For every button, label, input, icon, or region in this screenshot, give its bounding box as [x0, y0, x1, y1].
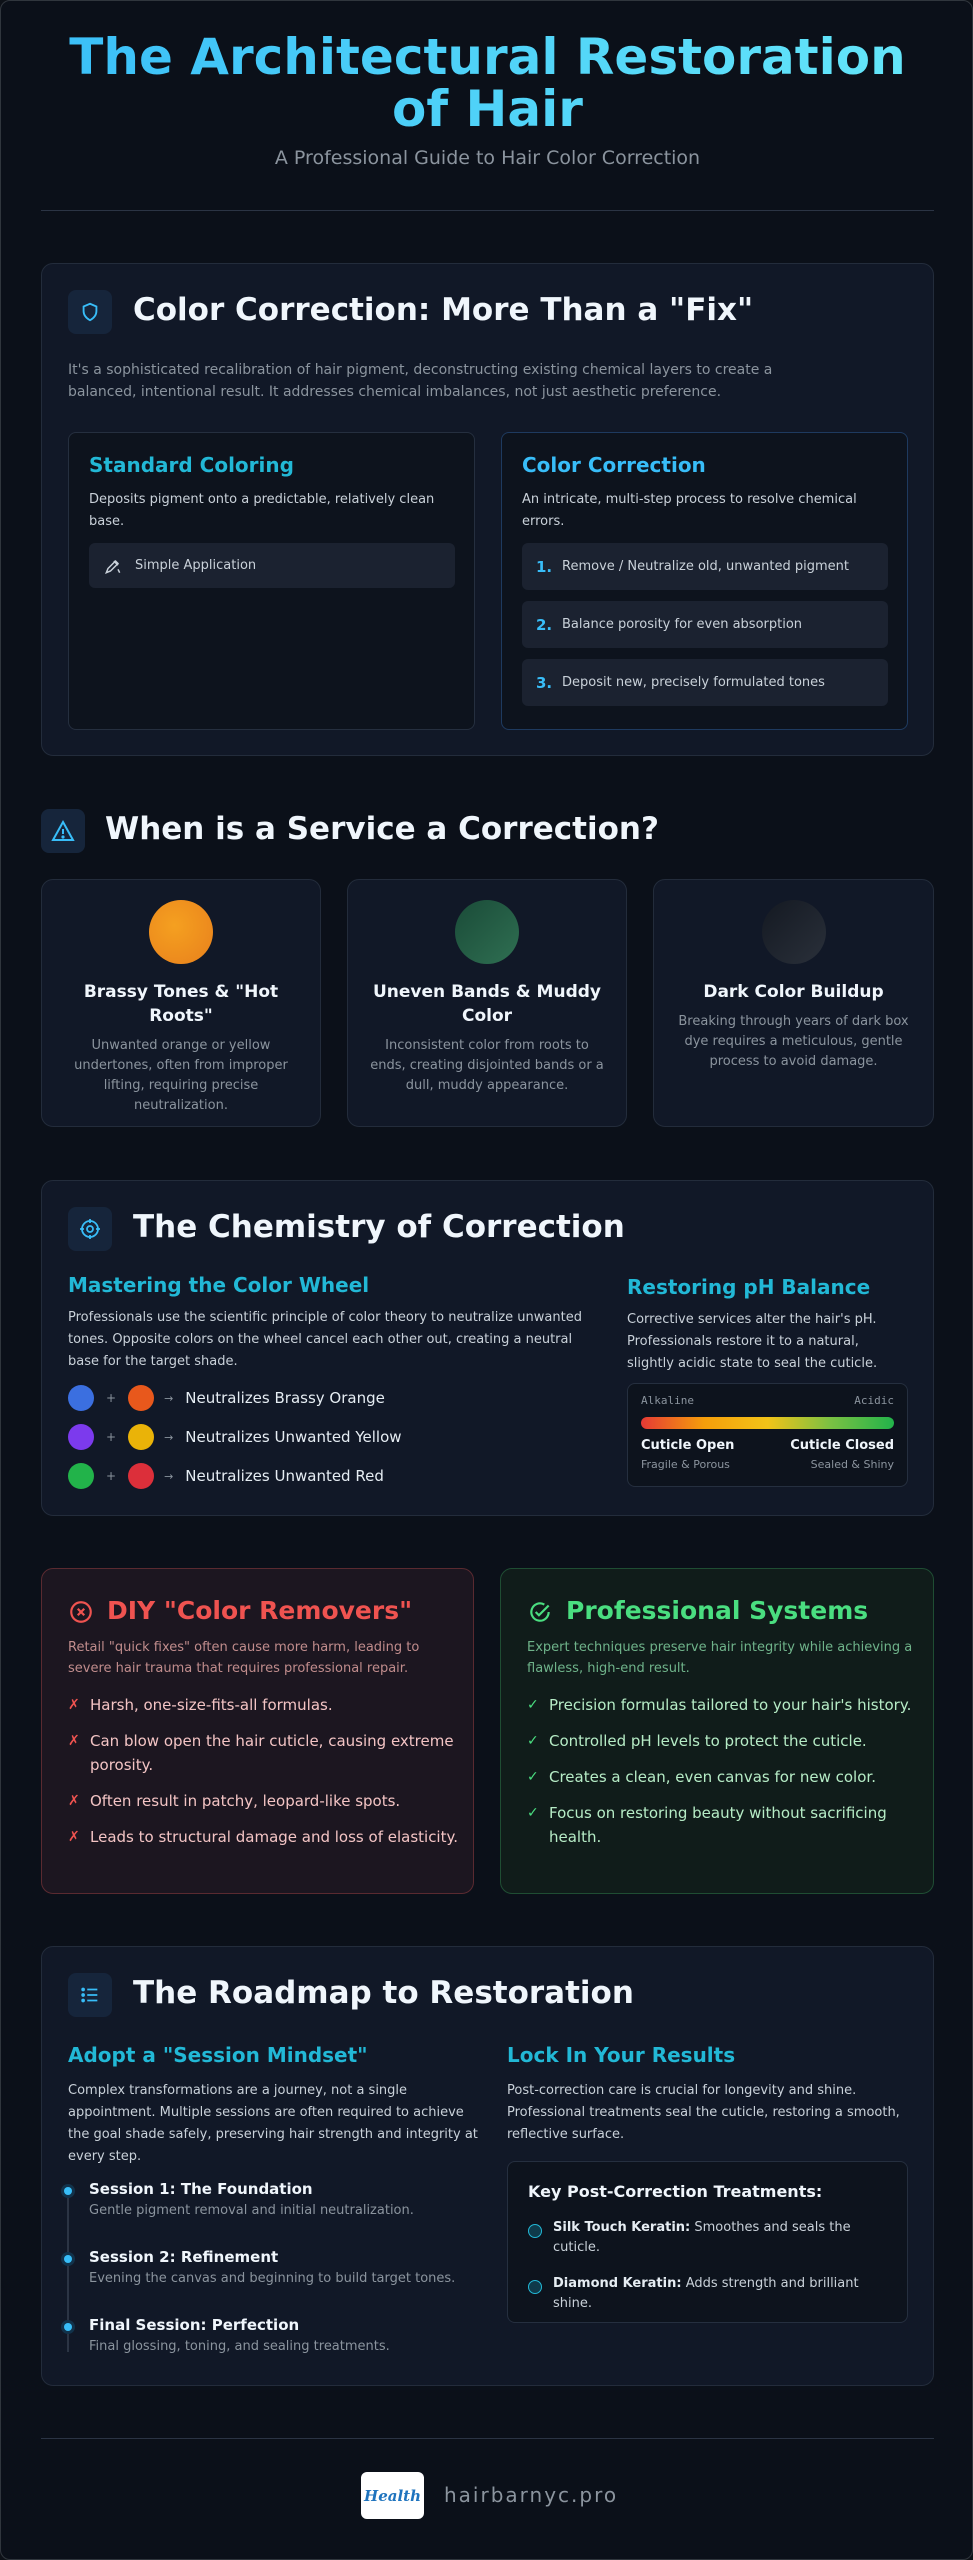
plus-sign: + — [106, 1430, 117, 1444]
logo-text: Health — [364, 2486, 421, 2505]
problem-card-brassy — [41, 879, 321, 1127]
diy-card — [41, 1568, 474, 1894]
cuticle-closed-sub: Sealed & Shiny — [810, 1458, 894, 1471]
wheel-row-label: Neutralizes Brassy Orange — [185, 1389, 385, 1407]
problem-desc: Inconsistent color from roots to ends, creating disjointed bands or a dull, muddy appearance. — [370, 1038, 604, 1093]
list-text: Leads to structural damage and loss of elasticity. — [90, 1828, 458, 1846]
arrow-icon: → — [164, 1430, 174, 1444]
warning-icon — [41, 809, 85, 853]
timeline-dot — [64, 2187, 72, 2195]
list-text: Harsh, one-size-fits-all formulas. — [90, 1696, 333, 1714]
arrow-icon: → — [164, 1391, 174, 1405]
color-dot-orange — [128, 1385, 154, 1411]
problem-title: Brassy Tones & "Hot Roots" — [83, 982, 279, 1026]
step-number: 1. — [536, 557, 553, 576]
treatment-desc: Smoothes and seals the cuticle. — [553, 2220, 851, 2255]
color-dot-blue — [68, 1385, 94, 1411]
section-chemistry — [41, 1180, 934, 1516]
session-title: Adopt a "Session Mindset" — [68, 2043, 368, 2067]
header-divider — [41, 210, 934, 211]
page-subtitle: A Professional Guide to Hair Color Correction — [274, 147, 701, 169]
lock-desc: Post-correction care is crucial for longevity and shine. Professional treatments seal the cuticle, restoring a smooth, reflective surface. — [507, 2083, 900, 2142]
step-number: 3. — [536, 673, 553, 692]
step-text: Balance porosity for even absorption — [562, 617, 803, 632]
session-step-title: Session 1: The Foundation — [89, 2180, 313, 2198]
correction-step — [522, 543, 888, 590]
wheel-row — [68, 1385, 385, 1411]
treatment-name: Silk Touch Keratin: — [553, 2220, 691, 2235]
check-mark-icon: ✓ — [527, 1805, 539, 1821]
standard-desc: Deposits pigment onto a predictable, relatively clean base. — [89, 492, 435, 529]
check-circle-icon — [527, 1599, 553, 1629]
step-text: Remove / Neutralize old, unwanted pigment — [562, 559, 849, 574]
color-correction-card — [501, 432, 908, 730]
section-color-correction — [41, 263, 934, 756]
site-logo[interactable] — [361, 2472, 424, 2519]
session-desc: Complex transformations are a journey, not a single appointment. Multiple sessions are often required to achieve the goal shade safely, preserving hair strength and integrity at every step. — [68, 2083, 478, 2164]
footer-divider — [41, 2438, 934, 2439]
x-mark-icon: ✗ — [68, 1793, 80, 1809]
diy-list-item — [68, 1729, 458, 1777]
brush-icon — [103, 556, 123, 576]
list-icon — [68, 1973, 112, 2017]
section-roadmap — [41, 1946, 934, 2386]
step-text: Deposit new, precisely formulated tones — [562, 675, 825, 690]
pro-list-item — [527, 1693, 917, 1717]
correction-step — [522, 601, 888, 648]
header — [1, 28, 973, 169]
problem-desc: Breaking through years of dark box dye requires a meticulous, gentle process to avoid damage. — [678, 1014, 909, 1069]
lock-title: Lock In Your Results — [507, 2043, 736, 2067]
list-text: Creates a clean, even canvas for new color. — [549, 1768, 876, 1786]
pro-card — [500, 1568, 934, 1894]
session-step-desc: Gentle pigment removal and initial neutralization. — [89, 2203, 414, 2218]
problem-title: Uneven Bands & Muddy Color — [373, 982, 601, 1026]
check-mark-icon: ✓ — [527, 1733, 539, 1749]
session-step-desc: Evening the canvas and beginning to build target tones. — [89, 2271, 456, 2286]
session-step-title: Final Session: Perfection — [89, 2316, 300, 2334]
list-text: Precision formulas tailored to your hair's history. — [549, 1696, 912, 1714]
x-circle-icon — [68, 1599, 94, 1629]
diy-list-item — [68, 1825, 458, 1849]
plus-sign: + — [106, 1391, 117, 1405]
x-mark-icon: ✗ — [68, 1733, 80, 1749]
treatment-name: Diamond Keratin: — [553, 2276, 682, 2291]
wheel-row-label: Neutralizes Unwanted Yellow — [185, 1428, 402, 1446]
wheel-row — [68, 1424, 402, 1450]
simple-application-pill — [89, 543, 455, 588]
treatment-desc: Adds strength and brilliant shine. — [553, 2276, 859, 2311]
color-dot-yellow — [128, 1424, 154, 1450]
timeline-dot — [64, 2255, 72, 2263]
diy-title: DIY "Color Removers" — [107, 1596, 413, 1625]
ph-desc: Corrective services alter the hair's pH. Professionals restore it to a natural, slightly acidic state to seal the cuticle. — [627, 1312, 878, 1371]
pro-desc: Expert techniques preserve hair integrity while achieving a flawless, high-end result. — [527, 1640, 913, 1676]
ph-gradient-bar — [641, 1417, 894, 1429]
wheel-row-label: Neutralizes Unwanted Red — [185, 1467, 384, 1485]
page-title: The Architectural Restoration of Hair — [1, 31, 973, 135]
treatment-item — [553, 2218, 883, 2258]
problem-desc: Unwanted orange or yellow undertones, often from improper lifting, requiring precise neutralization. — [74, 1038, 288, 1113]
standard-coloring-card — [68, 432, 475, 730]
section-title: The Chemistry of Correction — [133, 1209, 625, 1245]
section-intro: It's a sophisticated recalibration of hair pigment, deconstructing existing chemical layers to create a balanced, intentional result. It addresses chemical imbalances, not just aesthetic preference. — [68, 362, 773, 400]
timeline-dot — [64, 2323, 72, 2331]
pro-title: Professional Systems — [566, 1596, 869, 1625]
section-title: The Roadmap to Restoration — [133, 1975, 634, 2011]
check-mark-icon: ✓ — [527, 1769, 539, 1785]
step-number: 2. — [536, 615, 553, 634]
plus-sign: + — [106, 1469, 117, 1483]
problem-card-dark — [653, 879, 934, 1127]
standard-title: Standard Coloring — [89, 453, 294, 477]
target-icon — [68, 1207, 112, 1251]
wheel-row — [68, 1463, 384, 1489]
diy-desc: Retail "quick fixes" often cause more harm, leading to severe hair trauma that requires professional repair. — [68, 1640, 420, 1676]
bullet-icon — [528, 2280, 542, 2294]
pro-list-item — [527, 1801, 917, 1849]
section-title: When is a Service a Correction? — [105, 811, 659, 847]
problem-card-uneven — [347, 879, 627, 1127]
treatments-title: Key Post-Correction Treatments: — [528, 2182, 823, 2201]
cuticle-closed-label: Cuticle Closed — [790, 1438, 894, 1453]
shield-icon — [68, 290, 112, 334]
problem-title: Dark Color Buildup — [703, 982, 884, 1002]
check-mark-icon: ✓ — [527, 1697, 539, 1713]
treatment-item — [553, 2274, 883, 2314]
swatch-green — [455, 900, 519, 964]
diy-list-item — [68, 1789, 458, 1813]
cuticle-open-sub: Fragile & Porous — [641, 1458, 730, 1471]
color-dot-red — [128, 1463, 154, 1489]
site-link[interactable]: hairbarnyc.pro — [444, 2483, 619, 2507]
correction-title: Color Correction — [522, 453, 706, 477]
arrow-icon: → — [164, 1469, 174, 1483]
list-text: Controlled pH levels to protect the cuticle. — [549, 1732, 867, 1750]
swatch-orange — [149, 900, 213, 964]
color-dot-green — [68, 1463, 94, 1489]
treatments-box — [507, 2161, 908, 2323]
pill-label: Simple Application — [135, 558, 257, 573]
pro-list-item — [527, 1765, 917, 1789]
correction-step — [522, 659, 888, 706]
ph-title: Restoring pH Balance — [627, 1275, 871, 1299]
pro-list-item — [527, 1729, 917, 1753]
list-text: Focus on restoring beauty without sacrificing health. — [549, 1804, 887, 1846]
ph-scale-box — [627, 1383, 908, 1487]
swatch-dark — [762, 900, 826, 964]
wheel-desc: Professionals use the scientific principle of color theory to neutralize unwanted tones. Opposite colors on the wheel cancel each other out, creating a neutral base for the target shade. — [68, 1310, 582, 1369]
diy-list-item — [68, 1693, 458, 1717]
bullet-icon — [528, 2224, 542, 2238]
list-text: Often result in patchy, leopard-like spots. — [90, 1792, 401, 1810]
color-dot-violet — [68, 1424, 94, 1450]
list-text: Can blow open the hair cuticle, causing extreme porosity. — [90, 1732, 454, 1774]
alkaline-label: Alkaline — [641, 1394, 694, 1407]
x-mark-icon: ✗ — [68, 1697, 80, 1713]
session-step-title: Session 2: Refinement — [89, 2248, 279, 2266]
session-step-desc: Final glossing, toning, and sealing treatments. — [89, 2339, 390, 2354]
cuticle-open-label: Cuticle Open — [641, 1438, 735, 1453]
correction-desc: An intricate, multi-step process to resolve chemical errors. — [522, 492, 857, 529]
acidic-label: Acidic — [854, 1394, 894, 1407]
section-title: Color Correction: More Than a "Fix" — [133, 292, 754, 328]
wheel-title: Mastering the Color Wheel — [68, 1273, 370, 1297]
x-mark-icon: ✗ — [68, 1829, 80, 1845]
